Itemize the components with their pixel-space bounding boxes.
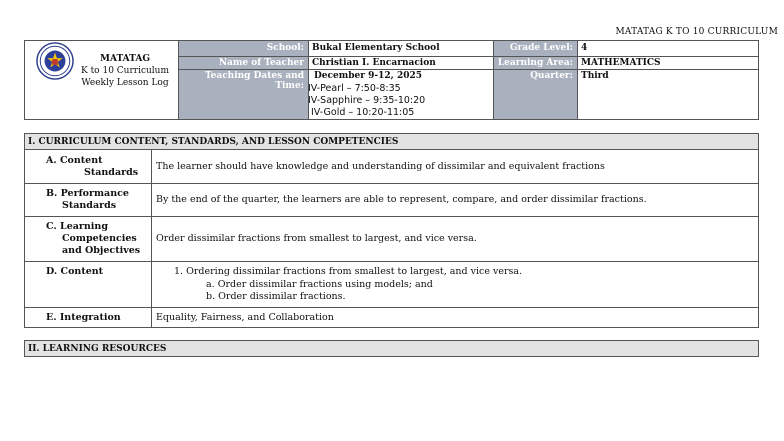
- performance-standards-label: [46, 188, 129, 212]
- label-line: and Objectives: [62, 245, 141, 256]
- schedule-item: IV-Pearl – 7:50-8:35: [308, 83, 401, 94]
- divider: [178, 69, 759, 70]
- integration-label: E. Integration: [46, 312, 121, 323]
- grade-label: Grade Level:: [509, 43, 573, 53]
- label-line: Standards: [62, 200, 117, 211]
- deped-seal-icon: [36, 42, 74, 80]
- label-line: B. Performance: [46, 188, 129, 199]
- performance-standards-value: By the end of the quarter, the learners are able to represent, compare, and order dissimilar fractions.: [156, 194, 647, 205]
- schedule-list: [308, 83, 493, 119]
- section-title-curriculum: I. CURRICULUM CONTENT, STANDARDS, AND LESSON COMPETENCIES: [25, 134, 758, 149]
- teacher-value: Christian I. Encarnacion: [312, 58, 436, 68]
- learning-competencies-label: [46, 221, 140, 257]
- integration-value: Equality, Fairness, and Collaboration: [156, 312, 334, 323]
- learning-competencies-value: Order dissimilar fractions from smallest to largest, and vice versa.: [156, 233, 477, 244]
- divider: [24, 261, 759, 262]
- area-value: MATHEMATICS: [581, 58, 661, 68]
- label-line: C. Learning: [46, 221, 108, 232]
- label-line: Competencies: [62, 233, 137, 244]
- label-line: A. Content: [46, 155, 103, 166]
- school-value: Bukal Elementary School: [312, 43, 440, 53]
- content-label: D. Content: [46, 266, 104, 277]
- area-label: Learning Area:: [497, 58, 573, 68]
- schedule-item: IV-Gold – 10:20-11:05: [311, 107, 415, 118]
- school-label: School:: [266, 43, 304, 53]
- grade-value: 4: [581, 43, 588, 53]
- brand-block: [72, 53, 178, 89]
- divider: [24, 216, 759, 217]
- divider: [24, 149, 759, 150]
- quarter-label: Quarter:: [530, 71, 573, 81]
- content-subitem: a. Order dissimilar fractions using models; and: [206, 279, 433, 290]
- brand-subtitle: K to 10 Curriculum: [80, 66, 169, 76]
- divider: [178, 56, 759, 57]
- divider: [24, 183, 759, 184]
- brand-log-title: Weekly Lesson Log: [81, 78, 169, 88]
- teacher-label: Name of Teacher: [218, 58, 304, 68]
- content-standards-value: The learner should have knowledge and understanding of dissimilar and equivalent fractions: [156, 161, 605, 172]
- content-item: 1. Ordering dissimilar fractions from smallest to largest, and vice versa.: [174, 266, 523, 277]
- brand-title: MATATAG: [99, 54, 151, 64]
- dates-label: Teaching Dates and Time:: [204, 71, 304, 91]
- quarter-value: Third: [581, 71, 609, 81]
- section-title-resources: II. LEARNING RESOURCES: [25, 341, 758, 356]
- dates-value: December 9-12, 2025: [314, 71, 422, 81]
- content-standards-label: [46, 155, 138, 179]
- divider: [151, 149, 152, 328]
- schedule-item: IV-Sapphire – 9:35-10:20: [308, 95, 426, 106]
- label-line: Standards: [84, 167, 139, 178]
- content-subitem: b. Order dissimilar fractions.: [206, 291, 346, 302]
- curriculum-top-label: MATATAG K TO 10 CURRICULUM: [615, 27, 778, 37]
- divider: [24, 307, 759, 308]
